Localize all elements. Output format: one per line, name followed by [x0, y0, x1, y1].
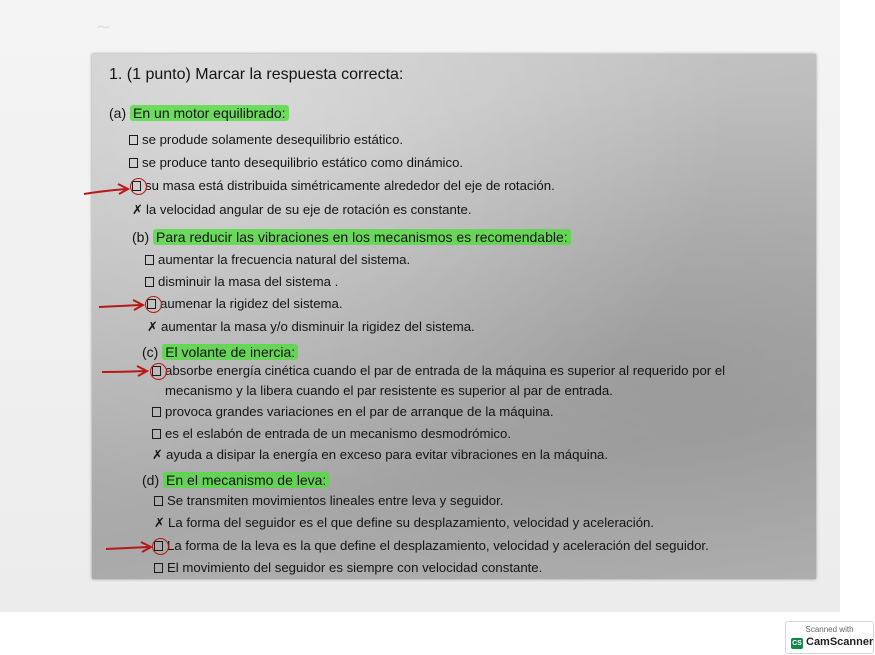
option-d2-text: La forma del seguidor es el que define su desplazamiento, velocidad y aceleración.	[168, 515, 655, 530]
bleed-through-scribble: ~	[95, 14, 112, 38]
option-b3[interactable]	[147, 295, 343, 313]
option-d3-text: La forma de la leva es la que define el desplazamiento, velocidad y aceleración del seguidor.	[167, 538, 709, 553]
checkbox-empty[interactable]	[145, 255, 154, 265]
option-d1-text: Se transmiten movimientos lineales entre leva y seguidor.	[167, 493, 504, 508]
checkbox-marked[interactable]: ✗	[154, 515, 165, 530]
checkbox-empty[interactable]	[129, 158, 138, 168]
exam-sheet	[92, 54, 816, 579]
option-b1-text: aumentar la frecuencia natural del sistema.	[158, 252, 411, 267]
option-b4-text: aumentar la masa y/o disminuir la rigidez del sistema.	[161, 319, 475, 334]
option-a1[interactable]	[129, 131, 403, 149]
option-b3-text: aumenar la rigidez del sistema.	[160, 296, 343, 311]
camscanner-badge	[785, 621, 874, 654]
option-b4[interactable]	[147, 318, 475, 336]
question-d-prompt: En el mecanismo de leva:	[163, 472, 329, 488]
option-c2[interactable]	[152, 403, 554, 421]
checkbox-marked[interactable]: ✗	[132, 202, 143, 217]
pen-circle-b	[145, 296, 162, 313]
option-a4[interactable]	[132, 201, 472, 219]
checkbox-marked[interactable]: ✗	[147, 319, 158, 334]
badge-caption: Scanned with	[805, 625, 854, 634]
question-a-header	[109, 104, 289, 122]
question-a-label: (a)	[109, 105, 127, 121]
option-b2[interactable]	[145, 273, 338, 291]
option-a2[interactable]	[129, 154, 463, 172]
pen-arrow-icon-c	[100, 362, 150, 382]
question-d-label: (d)	[142, 472, 160, 488]
checkbox-marked[interactable]: ✗	[152, 447, 163, 462]
option-c3-text: es el eslabón de entrada de un mecanismo desmodrómico.	[165, 426, 512, 441]
pen-circle-d	[152, 538, 169, 555]
camscanner-logo-icon: CS	[792, 640, 802, 647]
question-c-prompt: El volante de inercia:	[162, 344, 298, 360]
checkbox-empty[interactable]	[154, 496, 163, 506]
question-b-label: (b)	[132, 229, 150, 245]
checkbox-empty[interactable]	[154, 563, 163, 573]
checkbox-empty[interactable]	[152, 429, 161, 439]
option-c4[interactable]	[152, 446, 608, 464]
question-title: 1. (1 punto) Marcar la respuesta correcta:	[109, 66, 404, 83]
question-d-header	[142, 471, 329, 489]
option-d4-text: El movimiento del seguidor es siempre con velocidad constante.	[167, 560, 543, 575]
option-c1-text: absorbe energía cinética cuando el par de entrada de la máquina es superior al requerido por el	[165, 363, 726, 378]
option-d3[interactable]	[154, 537, 709, 555]
question-c-header	[142, 343, 298, 361]
option-d1[interactable]	[154, 492, 503, 510]
option-a3-text: su masa está distribuida simétricamente alrededor del eje de rotación.	[145, 178, 555, 193]
badge-brand-name: CamScanner	[806, 636, 874, 648]
checkbox-empty[interactable]	[129, 135, 138, 145]
option-a4-text: la velocidad angular de su eje de rotación es constante.	[146, 202, 472, 217]
option-c2-text: provoca grandes variaciones en el par de arranque de la máquina.	[165, 404, 554, 419]
pen-arrow-icon-a	[82, 180, 132, 200]
option-d4[interactable]	[154, 559, 542, 577]
question-b-prompt: Para reducir las vibraciones en los mecanismos es recomendable:	[153, 229, 571, 245]
question-b-header	[132, 228, 571, 246]
option-c1[interactable]	[152, 362, 725, 380]
question-c-label: (c)	[142, 344, 159, 360]
pen-circle-c	[150, 363, 167, 380]
question-a-prompt: En un motor equilibrado:	[130, 105, 289, 121]
option-a1-text: se produde solamente desequilibrio estático.	[142, 132, 403, 147]
option-a2-text: se produce tanto desequilibrio estático como dinámico.	[142, 155, 464, 170]
option-b1[interactable]	[145, 251, 410, 269]
option-c4-text: ayuda a disipar la energía en exceso para evitar vibraciones en la máquina.	[166, 447, 609, 462]
option-c3[interactable]	[152, 425, 511, 443]
option-c1-continued: mecanismo y la libera cuando el par resistente es superior al par de entrada.	[165, 383, 613, 398]
option-b2-text: disminuir la masa del sistema .	[158, 274, 339, 289]
pen-arrow-icon-d	[104, 538, 154, 558]
option-d2[interactable]	[154, 514, 654, 532]
pen-arrow-icon-b	[97, 297, 147, 317]
checkbox-empty[interactable]	[145, 277, 154, 287]
pen-circle-a	[130, 178, 147, 195]
option-a3[interactable]	[132, 177, 555, 195]
checkbox-empty[interactable]	[152, 407, 161, 417]
